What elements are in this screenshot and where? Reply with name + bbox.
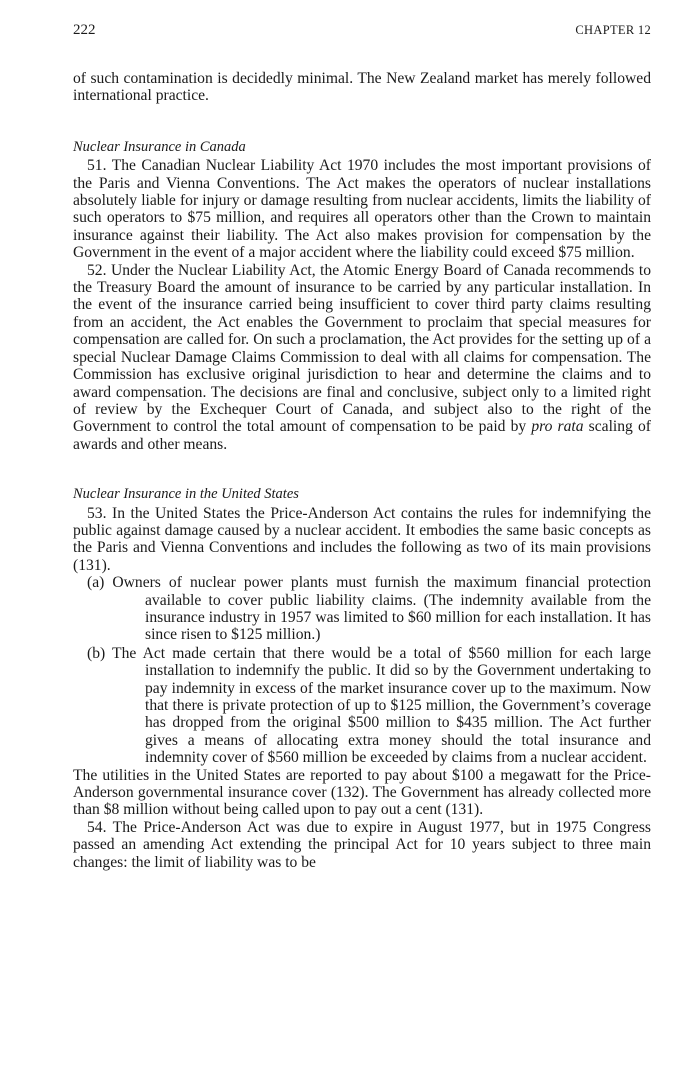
section-heading-canada: Nuclear Insurance in Canada (73, 138, 246, 155)
pro-rata-italic: pro rata (531, 418, 584, 436)
list-item-b (73, 645, 651, 767)
paragraph-52-end: scaling of awards and other means. (73, 418, 651, 453)
paragraph-51: 51. The Canadian Nuclear Liability Act 1970 includes the most important provisions of the Paris and Vienna Conventions. The Act makes the operators of nuclear installations absolutely liable for injury or damage resulting from nuclear accidents, limits the liability of such operators to $75 million, and requires all operators other than the Crown to maintain insurance against their liability. The Act also makes provision for compensation by the Government in the event of a major accident where the liability could exceed $75 million. (73, 157, 651, 262)
body-text (73, 70, 651, 871)
paragraph-53: 53. In the United States the Price-Anderson Act contains the rules for indemnifying the public against damage caused by a nuclear accident. It embodies the same basic concepts as the Paris and Vienna Conventions and includes the following as two of its main provisions (131). (73, 504, 651, 574)
paragraph-54: 54. The Price-Anderson Act was due to expire in August 1977, but in 1975 Congress passed an amending Act extending the principal Act for 10 years subject to three main changes: the limit of liability was to be (73, 818, 651, 871)
utilities-paragraph: The utilities in the United States are reported to pay about $100 a megawatt for the Price-Anderson governmental insurance cover (132). The Government has already collected more than $8 million without being called upon to pay out a cent (131). (73, 766, 651, 819)
paragraph-52-text: 52. Under the Nuclear Liability Act, the Atomic Energy Board of Canada recommends to the Treasury Board the amount of insurance to be carried by any particular installation. In the event of the insurance carried being insufficient to cover third party claims resulting from an accident, the Act enables the Government to proclaim that special measures for compensation are called for. On such a proclamation, the Act provides for the setting up of a special Nuclear Damage Claims Commission to deal with all claims for compensation. The Commission has exclusive original jurisdiction to hear and determine the claims and to award compensation. The decisions are final and conclusive, subject only to a limited right of review by the Exchequer Court of Canada, and subject also to the right of the Government to control the total amount of compensation to be paid by (73, 261, 651, 436)
opening-paragraph: of such contamination is decidedly minimal. The New Zealand market has merely followed international practice. (73, 70, 651, 105)
list-text-a: Owners of nuclear power plants must furnish the maximum financial protection available to cover public liability claims. (The indemnity available from the insurance industry in 1957 was limited to $60 million for each installation. It has since risen to $125 million.) (112, 574, 652, 644)
chapter-label: CHAPTER 12 (575, 23, 651, 37)
paragraph-52 (73, 262, 651, 453)
list-label-b: (b) (87, 644, 106, 662)
list-item-a (73, 574, 651, 644)
section-heading-united-states: Nuclear Insurance in the United States (73, 486, 299, 503)
page-number: 222 (73, 22, 96, 38)
list-text-b: The Act made certain that there would be a total of $560 million for each large installation to indemnify the public. It did so by the Government undertaking to pay indemnity in excess of the market insurance cover up to the maximum. Now that there is private protection of up to $125 million, the Government’s coverage has dropped from the original $500 million to $435 million. The Act further gives a means of allocating extra money should the total insurance and indemnity cover of $560 million be exceeded by claims from a nuclear accident. (112, 644, 651, 767)
list-label-a: (a) (87, 574, 105, 592)
running-head (73, 22, 651, 42)
